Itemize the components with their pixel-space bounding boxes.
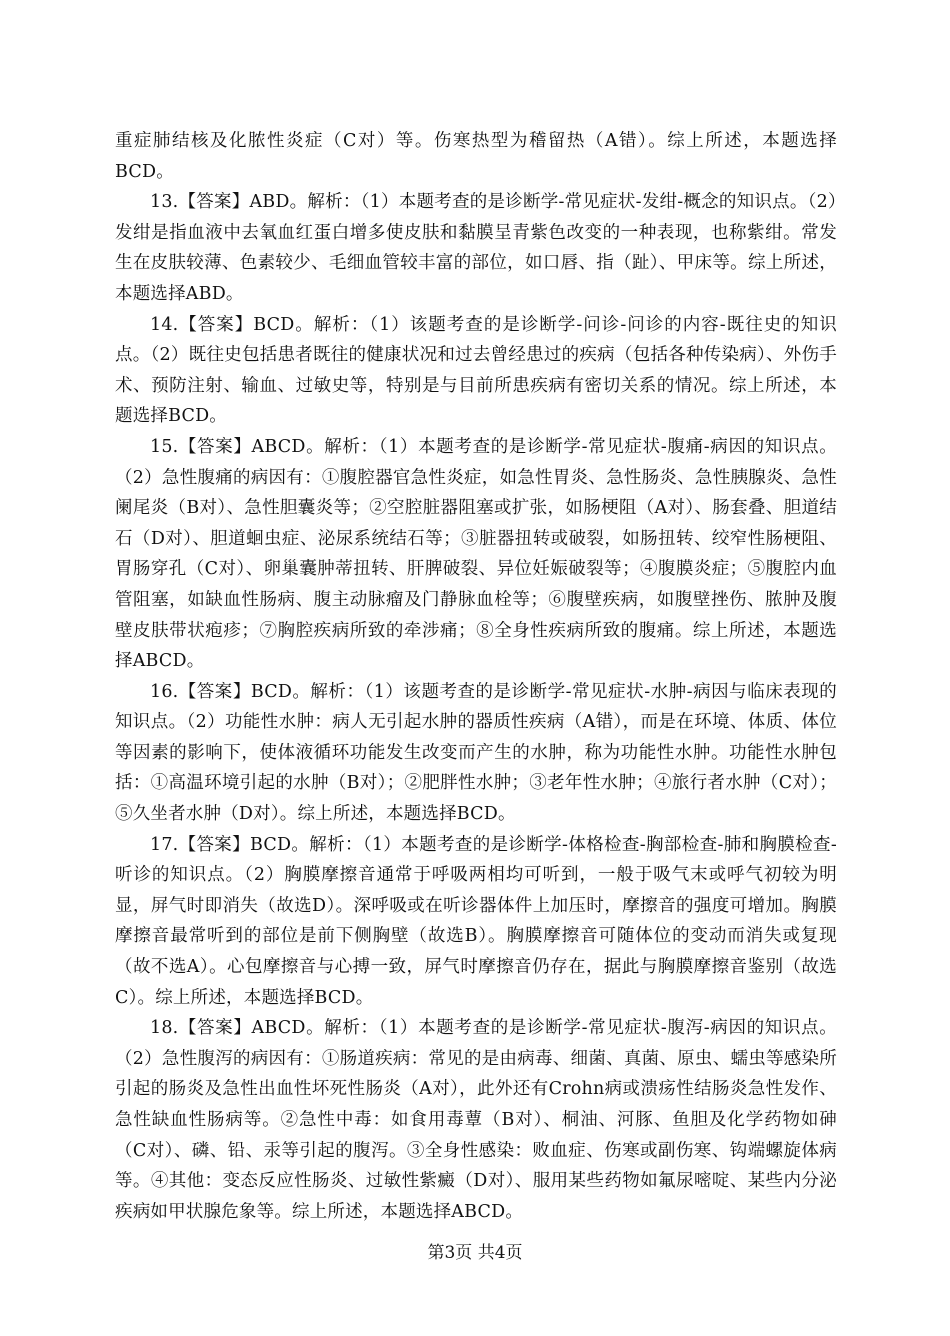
page-number-label: 第3页 共4页 [427, 1243, 523, 1263]
paragraph-q14-answer: 14.【答案】BCD。解析：（1）该题考查的是诊断学-问诊-问诊的内容-既往史的知识点。（2）既往史包括患者既往的健康状况和过去曾经患过的疾病（包括各种传染病）、外伤手术、预防注射、输血、过敏史等，特别是与目前所患疾病有密切关系的情况。综上所述，本题选择BCD。 [115, 314, 837, 427]
document-body [115, 126, 837, 1227]
paragraph-q16-answer: 16.【答案】BCD。解析：（1）该题考查的是诊断学-常见症状-水肿-病因与临床表现的知识点。（2）功能性水肿：病人无引起水肿的器质性疾病（A错），而是在环境、体质、体位等因素的影响下，使体液循环功能发生改变而产生的水肿，称为功能性水肿。功能性水肿包括：①高温环境引起的水肿（B对）；②肥胖性水肿；③老年性水肿；④旅行者水肿（C对）；⑤久坐者水肿（D对）。综上所述，本题选择BCD。 [115, 681, 837, 825]
page-footer [0, 1240, 950, 1266]
paragraph-q15-answer: 15.【答案】ABCD。解析：（1）本题考查的是诊断学-常见症状-腹痛-病因的知识点。（2）急性腹痛的病因有：①腹腔器官急性炎症，如急性胃炎、急性肠炎、急性胰腺炎、急性阑尾炎（B对）、急性胆囊炎等；②空腔脏器阻塞或扩张，如肠梗阻（A对）、肠套叠、胆道结石（D对）、胆道蛔虫症、泌尿系统结石等；③脏器扭转或破裂，如肠扭转、绞窄性肠梗阻、胃肠穿孔（C对）、卵巢囊肿蒂扭转、肝脾破裂、异位妊娠破裂等；④腹膜炎症；⑤腹腔内血管阻塞，如缺血性肠病、腹主动脉瘤及门静脉血栓等；⑥腹壁疾病，如腹壁挫伤、脓肿及腹壁皮肤带状疱疹；⑦胸腔疾病所致的牵涉痛；⑧全身性疾病所致的腹痛。综上所述，本题选择ABCD。 [115, 436, 837, 672]
paragraph-q13-answer: 13.【答案】ABD。解析：（1）本题考查的是诊断学-常见症状-发绀-概念的知识点。（2）发绀是指血液中去氧血红蛋白增多使皮肤和黏膜呈青紫色改变的一种表现，也称紫绀。常发生在皮肤较薄、色素较少、毛细血管较丰富的部位，如口唇、指（趾）、甲床等。综上所述，本题选择ABD。 [115, 192, 837, 304]
paragraph-q17-answer: 17.【答案】BCD。解析：（1）本题考查的是诊断学-体格检查-胸部检查-肺和胸膜检查-听诊的知识点。（2）胸膜摩擦音通常于呼吸两相均可听到，一般于吸气末或呼气初较为明显，屏气时即消失（故选D）。深呼吸或在听诊器体件上加压时，摩擦音的强度可增加。胸膜摩擦音最常听到的部位是前下侧胸壁（故选B）。胸膜摩擦音可随体位的变动而消失或复现（故不选A）。心包摩擦音与心搏一致，屏气时摩擦音仍存在，据此与胸膜摩擦音鉴别（故选C）。综上所述，本题选择BCD。 [115, 834, 837, 1008]
paragraph-q12-continuation: 重症肺结核及化脓性炎症（C对）等。伤寒热型为稽留热（A错）。综上所述，本题选择BCD。 [115, 131, 837, 182]
paragraph-q18-answer: 18.【答案】ABCD。解析：（1）本题考查的是诊断学-常见症状-腹泻-病因的知识点。（2）急性腹泻的病因有：①肠道疾病：常见的是由病毒、细菌、真菌、原虫、蠕虫等感染所引起的肠炎及急性出血性坏死性肠炎（A对），此外还有Crohn病或溃疡性结肠炎急性发作、急性缺血性肠病等。②急性中毒：如食用毒蕈（B对）、桐油、河豚、鱼胆及化学药物如砷（C对）、磷、铅、汞等引起的腹泻。③全身性感染：败血症、伤寒或副伤寒、钩端螺旋体病等。④其他：变态反应性肠炎、过敏性紫癜（D对）、服用某些药物如氟尿嘧啶、某些内分泌疾病如甲状腺危象等。综上所述，本题选择ABCD。 [115, 1018, 837, 1222]
